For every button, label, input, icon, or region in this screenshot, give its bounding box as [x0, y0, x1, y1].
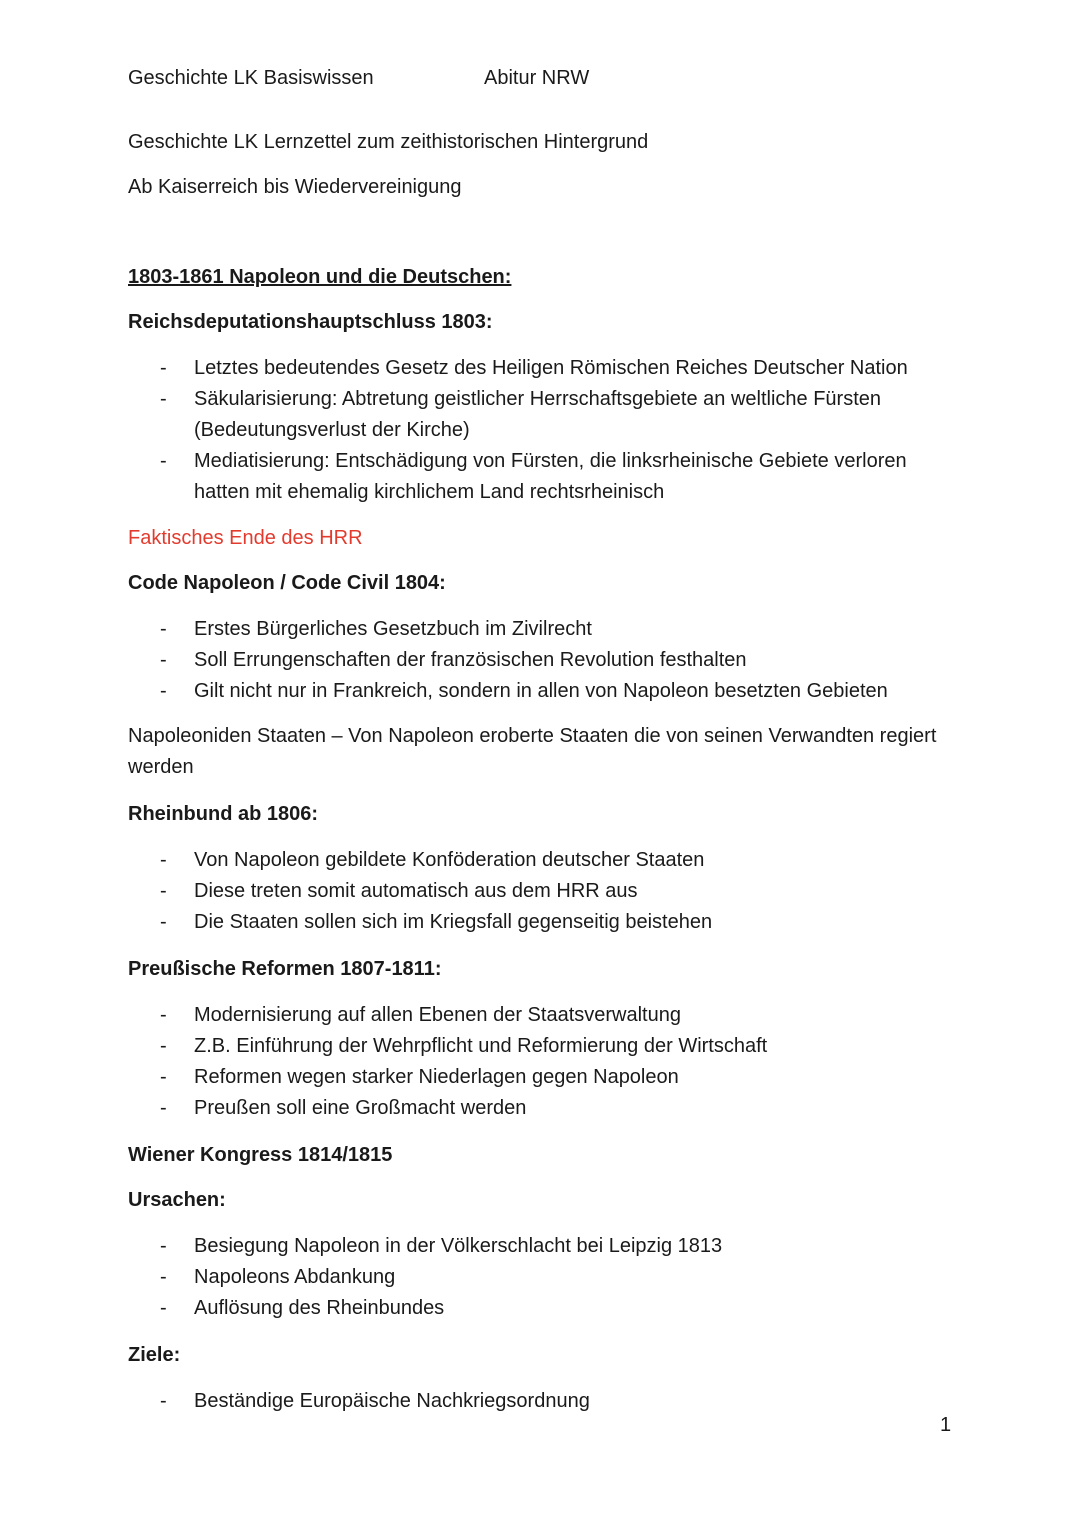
list-item: - Napoleons Abdankung [128, 1262, 958, 1293]
rheinbund-list [128, 845, 958, 938]
rdh-list [128, 353, 958, 508]
page-content [128, 64, 958, 1417]
reformen-list [128, 1000, 958, 1124]
code-heading: Code Napoleon / Code Civil 1804: [128, 572, 446, 594]
ursachen-heading: Ursachen: [128, 1189, 226, 1211]
ursachen-list [128, 1231, 958, 1324]
list-item: - Besiegung Napoleon in der Völkerschlacht bei Leipzig 1813 [128, 1231, 958, 1262]
section-title: 1803-1861 Napoleon und die Deutschen: [128, 266, 512, 288]
list-item: - Reformen wegen starker Niederlagen gegen Napoleon [128, 1062, 958, 1093]
list-item: - Diese treten somit automatisch aus dem HRR aus [128, 876, 958, 907]
list-item: - Letztes bedeutendes Gesetz des Heiligen Römischen Reiches Deutscher Nation [128, 353, 958, 384]
page-header [128, 64, 958, 92]
subtitle-2: Ab Kaiserreich bis Wiedervereinigung [128, 176, 462, 198]
ziele-list [128, 1386, 958, 1417]
list-item: - Erstes Bürgerliches Gesetzbuch im Zivilrecht [128, 614, 958, 645]
header-right: Abitur NRW [484, 67, 590, 89]
code-list [128, 614, 958, 707]
list-item: - Auflösung des Rheinbundes [128, 1293, 958, 1324]
list-item: - Säkularisierung: Abtretung geistlicher Herrschaftsgebiete an weltliche Fürsten (Bedeutungsverlust der Kirche) [128, 384, 958, 446]
list-item: - Soll Errungenschaften der französischen Revolution festhalten [128, 645, 958, 676]
list-item: - Von Napoleon gebildete Konföderation deutscher Staaten [128, 845, 958, 876]
rheinbund-heading: Rheinbund ab 1806: [128, 803, 319, 825]
reformen-heading: Preußische Reformen 1807-1811: [128, 958, 442, 980]
red-note: Faktisches Ende des HRR [128, 527, 363, 549]
page-number: 1 [940, 1414, 952, 1436]
list-item: - Gilt nicht nur in Frankreich, sondern in allen von Napoleon besetzten Gebieten [128, 676, 958, 707]
list-item: - Modernisierung auf allen Ebenen der Staatsverwaltung [128, 1000, 958, 1031]
ziele-heading: Ziele: [128, 1344, 181, 1366]
list-item: - Mediatisierung: Entschädigung von Fürsten, die linksrheinische Gebiete verloren hatten mit ehemalig kirchlichem Land rechtsrheinisch [128, 446, 958, 508]
list-item: - Preußen soll eine Großmacht werden [128, 1093, 958, 1124]
napoleoniden-paragraph: Napoleoniden Staaten – Von Napoleon eroberte Staaten die von seinen Verwandten regiert werden [128, 725, 937, 778]
list-item: - Z.B. Einführung der Wehrpflicht und Reformierung der Wirtschaft [128, 1031, 958, 1062]
rdh-heading: Reichsdeputationshauptschluss 1803: [128, 311, 493, 333]
kongress-heading: Wiener Kongress 1814/1815 [128, 1144, 393, 1166]
header-left: Geschichte LK Basiswissen [128, 67, 374, 89]
list-item: - Beständige Europäische Nachkriegsordnung [128, 1386, 958, 1417]
subtitle-1: Geschichte LK Lernzettel zum zeithistorischen Hintergrund [128, 131, 649, 153]
list-item: - Die Staaten sollen sich im Kriegsfall gegenseitig beistehen [128, 907, 958, 938]
